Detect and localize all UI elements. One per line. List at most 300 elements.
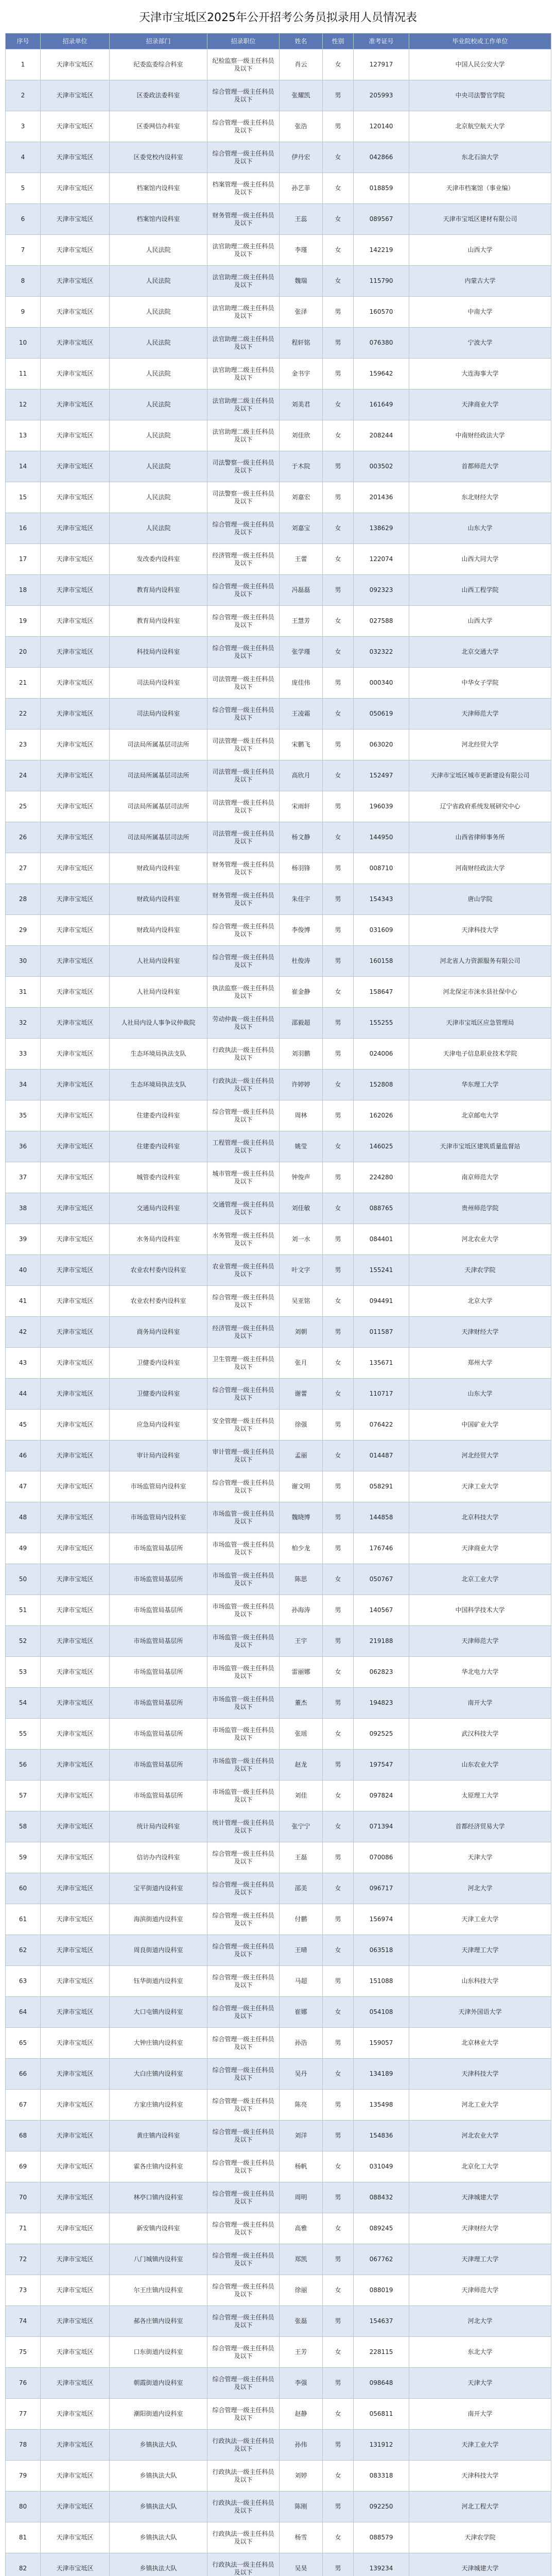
recruiting-department-cell: 人社局内设科室	[110, 977, 207, 1008]
row-number-cell: 50	[6, 1564, 41, 1595]
row-number-cell: 8	[6, 266, 41, 297]
school-or-employer-cell: 河北工业大学	[409, 2090, 551, 2121]
recruiting-unit-cell: 天津市宝坻区	[41, 2306, 110, 2337]
row-number-cell: 65	[6, 2028, 41, 2059]
candidate-name-cell: 刘佳	[280, 1781, 323, 1811]
recruiting-unit-cell: 天津市宝坻区	[41, 760, 110, 791]
recruiting-department-cell: 乡镇执法大队	[110, 2430, 207, 2461]
candidate-name-cell: 李强	[280, 2368, 323, 2399]
row-number-cell: 58	[6, 1811, 41, 1842]
school-or-employer-cell: 北京邮电大学	[409, 1100, 551, 1131]
recruiting-unit-cell: 天津市宝坻区	[41, 1781, 110, 1811]
school-or-employer-cell: 中南财经政法大学	[409, 420, 551, 451]
row-number-cell: 64	[6, 1997, 41, 2028]
gender-cell: 男	[323, 1471, 354, 1502]
table-row	[6, 1873, 551, 1904]
row-number-cell: 73	[6, 2275, 41, 2306]
recruiting-department-cell: 乡镇执法大队	[110, 2492, 207, 2522]
candidate-name-cell: 张浩	[280, 111, 323, 142]
recruiting-position-cell: 综合管理一级主任科员及以下	[207, 142, 280, 173]
gender-cell: 女	[323, 2399, 354, 2430]
ticket-number-cell: 161649	[354, 389, 409, 420]
candidate-name-cell: 刘佳欣	[280, 420, 323, 451]
row-number-cell: 32	[6, 1008, 41, 1039]
recruiting-department-cell: 人民法院	[110, 328, 207, 359]
table-row	[6, 204, 551, 235]
ticket-number-cell: 063020	[354, 730, 409, 760]
recruiting-department-cell: 人民法院	[110, 235, 207, 266]
column-header: 毕业院校或工作单位	[409, 33, 551, 49]
recruiting-unit-cell: 天津市宝坻区	[41, 2151, 110, 2182]
column-header: 姓名	[280, 33, 323, 49]
table-row	[6, 760, 551, 791]
school-or-employer-cell: 武汉科技大学	[409, 1719, 551, 1750]
candidate-name-cell: 叶文字	[280, 1255, 323, 1286]
row-number-cell: 11	[6, 359, 41, 389]
recruiting-department-cell: 纪委监委综合科室	[110, 49, 207, 80]
school-or-employer-cell: 天津农学院	[409, 2522, 551, 2553]
ticket-number-cell: 139234	[354, 2553, 409, 2576]
row-number-cell: 37	[6, 1162, 41, 1193]
recruiting-unit-cell: 天津市宝坻区	[41, 1131, 110, 1162]
candidate-name-cell: 付鹏	[280, 1904, 323, 1935]
ticket-number-cell: 134189	[354, 2059, 409, 2090]
candidate-name-cell: 孙艺菲	[280, 173, 323, 204]
recruiting-unit-cell: 天津市宝坻区	[41, 359, 110, 389]
table-row	[6, 297, 551, 328]
candidate-name-cell: 钟俊声	[280, 1162, 323, 1193]
recruiting-position-cell: 市场监管一级主任科员及以下	[207, 1502, 280, 1533]
recruiting-department-cell: 档案馆内设科室	[110, 173, 207, 204]
recruiting-department-cell: 人民法院	[110, 389, 207, 420]
table-row	[6, 1811, 551, 1842]
recruiting-position-cell: 执法监察一级主任科员及以下	[207, 977, 280, 1008]
gender-cell: 女	[323, 637, 354, 668]
recruiting-position-cell: 综合管理一级主任科员及以下	[207, 699, 280, 730]
gender-cell: 男	[323, 359, 354, 389]
recruiting-position-cell: 综合管理一级主任科员及以下	[207, 2059, 280, 2090]
candidate-name-cell: 杨文静	[280, 822, 323, 853]
school-or-employer-cell: 山东农业大学	[409, 1750, 551, 1781]
recruiting-position-cell: 综合管理一级主任科员及以下	[207, 2306, 280, 2337]
gender-cell: 男	[323, 946, 354, 977]
gender-cell: 女	[323, 1719, 354, 1750]
recruiting-department-cell: 司法局所属基层司法所	[110, 760, 207, 791]
recruiting-unit-cell: 天津市宝坻区	[41, 853, 110, 884]
recruiting-department-cell: 市场监管局基层所	[110, 1626, 207, 1657]
school-or-employer-cell: 山西工程学院	[409, 575, 551, 606]
recruiting-department-cell: 档案馆内设科室	[110, 204, 207, 235]
row-number-cell: 19	[6, 606, 41, 637]
recruiting-department-cell: 市场监管局基层所	[110, 1533, 207, 1564]
recruiting-unit-cell: 天津市宝坻区	[41, 1008, 110, 1039]
candidate-name-cell: 刘一水	[280, 1224, 323, 1255]
ticket-number-cell: 122074	[354, 544, 409, 575]
gender-cell: 女	[323, 1440, 354, 1471]
row-number-cell: 57	[6, 1781, 41, 1811]
ticket-number-cell: 092250	[354, 2492, 409, 2522]
recruiting-position-cell: 法官助理二级主任科员及以下	[207, 389, 280, 420]
recruiting-unit-cell: 天津市宝坻区	[41, 1348, 110, 1379]
candidate-name-cell: 谢蕾	[280, 1379, 323, 1410]
recruiting-unit-cell: 天津市宝坻区	[41, 2121, 110, 2151]
ticket-number-cell: 031609	[354, 915, 409, 946]
school-or-employer-cell: 天津外国语大学	[409, 1997, 551, 2028]
table-row	[6, 2028, 551, 2059]
recruiting-department-cell: 人民法院	[110, 297, 207, 328]
recruiting-position-cell: 纪检监察一级主任科员及以下	[207, 49, 280, 80]
row-number-cell: 33	[6, 1039, 41, 1070]
table-header-row	[6, 33, 551, 49]
school-or-employer-cell: 辽宁省政府系统发展研究中心	[409, 791, 551, 822]
table-row	[6, 359, 551, 389]
recruiting-unit-cell: 天津市宝坻区	[41, 111, 110, 142]
ticket-number-cell: 155255	[354, 1008, 409, 1039]
school-or-employer-cell: 天津科技大学	[409, 2461, 551, 2492]
table-row	[6, 2182, 551, 2213]
gender-cell: 男	[323, 111, 354, 142]
row-number-cell: 82	[6, 2553, 41, 2576]
candidate-name-cell: 王蕊	[280, 204, 323, 235]
row-number-cell: 27	[6, 853, 41, 884]
candidate-name-cell: 邵美	[280, 1873, 323, 1904]
gender-cell: 女	[323, 2275, 354, 2306]
gender-cell: 男	[323, 1162, 354, 1193]
ticket-number-cell: 088579	[354, 2522, 409, 2553]
row-number-cell: 26	[6, 822, 41, 853]
school-or-employer-cell: 河北农业大学	[409, 1224, 551, 1255]
gender-cell: 男	[323, 575, 354, 606]
row-number-cell: 22	[6, 699, 41, 730]
recruiting-position-cell: 行政执法一级主任科员及以下	[207, 2522, 280, 2553]
row-number-cell: 15	[6, 482, 41, 513]
school-or-employer-cell: 山西大同大学	[409, 544, 551, 575]
recruiting-unit-cell: 天津市宝坻区	[41, 2090, 110, 2121]
recruiting-position-cell: 法官助理二级主任科员及以下	[207, 266, 280, 297]
table-row	[6, 2492, 551, 2522]
gender-cell: 男	[323, 1039, 354, 1070]
school-or-employer-cell: 北京科技大学	[409, 1502, 551, 1533]
school-or-employer-cell: 天津城建大学	[409, 2553, 551, 2576]
gender-cell: 男	[323, 1008, 354, 1039]
recruiting-department-cell: 交通局内设科室	[110, 1193, 207, 1224]
row-number-cell: 52	[6, 1626, 41, 1657]
recruiting-position-cell: 工程管理一级主任科员及以下	[207, 1131, 280, 1162]
candidate-name-cell: 谢文明	[280, 1471, 323, 1502]
gender-cell: 男	[323, 482, 354, 513]
table-row	[6, 853, 551, 884]
table-row	[6, 1935, 551, 1966]
school-or-employer-cell: 天津财经大学	[409, 2213, 551, 2244]
recruiting-position-cell: 水务管理一级主任科员及以下	[207, 1224, 280, 1255]
row-number-cell: 2	[6, 80, 41, 111]
row-number-cell: 28	[6, 884, 41, 915]
recruiting-department-cell: 乡镇执法大队	[110, 2461, 207, 2492]
gender-cell: 女	[323, 1348, 354, 1379]
table-row	[6, 544, 551, 575]
candidate-name-cell: 杨羽锋	[280, 853, 323, 884]
table-row	[6, 2553, 551, 2576]
gender-cell: 男	[323, 2430, 354, 2461]
row-number-cell: 47	[6, 1471, 41, 1502]
school-or-employer-cell: 山东大学	[409, 1379, 551, 1410]
candidate-name-cell: 徐强	[280, 1410, 323, 1440]
row-number-cell: 55	[6, 1719, 41, 1750]
candidate-name-cell: 许婷婷	[280, 1070, 323, 1100]
candidate-name-cell: 徐丽	[280, 2275, 323, 2306]
gender-cell: 女	[323, 2151, 354, 2182]
recruiting-department-cell: 财政局内设科室	[110, 884, 207, 915]
ticket-number-cell: 092323	[354, 575, 409, 606]
row-number-cell: 75	[6, 2337, 41, 2368]
candidate-name-cell: 马超	[280, 1966, 323, 1997]
ticket-number-cell: 027588	[354, 606, 409, 637]
gender-cell: 女	[323, 173, 354, 204]
recruiting-unit-cell: 天津市宝坻区	[41, 1286, 110, 1317]
candidate-name-cell: 宋雨轩	[280, 791, 323, 822]
candidate-name-cell: 孙伟	[280, 2430, 323, 2461]
candidate-name-cell: 刘美君	[280, 389, 323, 420]
recruiting-unit-cell: 天津市宝坻区	[41, 266, 110, 297]
recruiting-unit-cell: 天津市宝坻区	[41, 1224, 110, 1255]
candidate-name-cell: 刘羽鹏	[280, 1039, 323, 1070]
gender-cell: 男	[323, 2028, 354, 2059]
recruiting-unit-cell: 天津市宝坻区	[41, 2461, 110, 2492]
candidate-name-cell: 高雅	[280, 2213, 323, 2244]
school-or-employer-cell: 北京工业大学	[409, 1564, 551, 1595]
recruiting-position-cell: 综合管理一级主任科员及以下	[207, 2275, 280, 2306]
gender-cell: 男	[323, 1904, 354, 1935]
school-or-employer-cell: 天津工业大学	[409, 1904, 551, 1935]
gender-cell: 男	[323, 1842, 354, 1873]
school-or-employer-cell: 东北石油大学	[409, 142, 551, 173]
candidate-name-cell: 张学瑾	[280, 637, 323, 668]
candidate-name-cell: 高欣月	[280, 760, 323, 791]
recruiting-position-cell: 综合管理一级主任科员及以下	[207, 1997, 280, 2028]
candidate-name-cell: 刘嘉宝	[280, 513, 323, 544]
table-row	[6, 637, 551, 668]
school-or-employer-cell: 北京化工大学	[409, 2151, 551, 2182]
gender-cell: 女	[323, 1193, 354, 1224]
school-or-employer-cell: 河北经贸大学	[409, 730, 551, 760]
recruiting-unit-cell: 天津市宝坻区	[41, 80, 110, 111]
row-number-cell: 41	[6, 1286, 41, 1317]
candidate-name-cell: 杨帆	[280, 2151, 323, 2182]
candidate-name-cell: 刘佳敏	[280, 1193, 323, 1224]
table-row	[6, 1039, 551, 1070]
recruiting-position-cell: 综合管理一级主任科员及以下	[207, 2121, 280, 2151]
row-number-cell: 29	[6, 915, 41, 946]
school-or-employer-cell: 中国人民公安大学	[409, 49, 551, 80]
recruiting-unit-cell: 天津市宝坻区	[41, 173, 110, 204]
recruiting-unit-cell: 天津市宝坻区	[41, 235, 110, 266]
recruiting-department-cell: 司法局所属基层司法所	[110, 822, 207, 853]
ticket-number-cell: 154343	[354, 884, 409, 915]
school-or-employer-cell: 天津理工大学	[409, 1935, 551, 1966]
school-or-employer-cell: 天津师范大学	[409, 2275, 551, 2306]
gender-cell: 女	[323, 1997, 354, 2028]
school-or-employer-cell: 唐山学院	[409, 884, 551, 915]
row-number-cell: 71	[6, 2213, 41, 2244]
recruiting-department-cell: 八门城镇内设科室	[110, 2244, 207, 2275]
candidate-name-cell: 冯磊磊	[280, 575, 323, 606]
school-or-employer-cell: 天津市宝坻区城市更新建设有限公司	[409, 760, 551, 791]
school-or-employer-cell: 河北大学	[409, 2306, 551, 2337]
candidate-name-cell: 张泽	[280, 297, 323, 328]
candidate-name-cell: 王磊	[280, 1842, 323, 1873]
recruiting-department-cell: 卫健委内设科室	[110, 1379, 207, 1410]
gender-cell: 男	[323, 328, 354, 359]
recruiting-department-cell: 区委党校内设科室	[110, 142, 207, 173]
recruiting-department-cell: 司法局所属基层司法所	[110, 791, 207, 822]
recruiting-position-cell: 行政执法一级主任科员及以下	[207, 1039, 280, 1070]
candidate-name-cell: 张宁宁	[280, 1811, 323, 1842]
gender-cell: 男	[323, 1502, 354, 1533]
recruiting-position-cell: 综合管理一级主任科员及以下	[207, 111, 280, 142]
recruiting-unit-cell: 天津市宝坻区	[41, 575, 110, 606]
column-header: 准考证号	[354, 33, 409, 49]
candidate-name-cell: 王宇	[280, 1626, 323, 1657]
ticket-number-cell: 000340	[354, 668, 409, 699]
school-or-employer-cell: 华东理工大学	[409, 1070, 551, 1100]
recruiting-department-cell: 尔王庄镇内设科室	[110, 2275, 207, 2306]
candidate-name-cell: 吴丹	[280, 2059, 323, 2090]
recruiting-unit-cell: 天津市宝坻区	[41, 1904, 110, 1935]
row-number-cell: 56	[6, 1750, 41, 1781]
recruiting-position-cell: 行政执法一级主任科员及以下	[207, 1070, 280, 1100]
recruiting-position-cell: 综合管理一级主任科员及以下	[207, 513, 280, 544]
ticket-number-cell: 011587	[354, 1317, 409, 1348]
row-number-cell: 31	[6, 977, 41, 1008]
recruiting-unit-cell: 天津市宝坻区	[41, 2213, 110, 2244]
gender-cell: 女	[323, 2461, 354, 2492]
row-number-cell: 68	[6, 2121, 41, 2151]
gender-cell: 男	[323, 884, 354, 915]
recruiting-department-cell: 口东街道内设科室	[110, 2337, 207, 2368]
ticket-number-cell: 083318	[354, 2461, 409, 2492]
candidate-name-cell: 董杰	[280, 1688, 323, 1719]
gender-cell: 女	[323, 420, 354, 451]
recruiting-department-cell: 教育局内设科室	[110, 606, 207, 637]
recruiting-department-cell: 科技局内设科室	[110, 637, 207, 668]
school-or-employer-cell: 东北大学	[409, 2337, 551, 2368]
row-number-cell: 38	[6, 1193, 41, 1224]
school-or-employer-cell: 河北工程大学	[409, 2492, 551, 2522]
table-row	[6, 2368, 551, 2399]
candidate-name-cell: 庞佳伟	[280, 668, 323, 699]
row-number-cell: 6	[6, 204, 41, 235]
recruiting-unit-cell: 天津市宝坻区	[41, 1317, 110, 1348]
recruiting-department-cell: 市场监管局基层所	[110, 1564, 207, 1595]
school-or-employer-cell: 大连海事大学	[409, 359, 551, 389]
school-or-employer-cell: 中国科学技术大学	[409, 1595, 551, 1626]
recruiting-department-cell: 黄庄镇内设科室	[110, 2121, 207, 2151]
gender-cell: 女	[323, 2522, 354, 2553]
gender-cell: 男	[323, 915, 354, 946]
table-row	[6, 2059, 551, 2090]
candidate-name-cell: 刘嘉宏	[280, 482, 323, 513]
row-number-cell: 63	[6, 1966, 41, 1997]
row-number-cell: 12	[6, 389, 41, 420]
recruiting-position-cell: 综合管理一级主任科员及以下	[207, 2368, 280, 2399]
ticket-number-cell: 152497	[354, 760, 409, 791]
ticket-number-cell: 070086	[354, 1842, 409, 1873]
candidate-name-cell: 宋鹏飞	[280, 730, 323, 760]
gender-cell: 男	[323, 2553, 354, 2576]
row-number-cell: 5	[6, 173, 41, 204]
recruiting-department-cell: 大钟庄镇内设科室	[110, 2028, 207, 2059]
table-row	[6, 1131, 551, 1162]
table-row	[6, 482, 551, 513]
school-or-employer-cell: 天津工业大学	[409, 1471, 551, 1502]
school-or-employer-cell: 南开大学	[409, 2399, 551, 2430]
candidate-name-cell: 姚莹	[280, 1131, 323, 1162]
table-row	[6, 2461, 551, 2492]
school-or-employer-cell: 首都经济贸易大学	[409, 1811, 551, 1842]
gender-cell: 女	[323, 1131, 354, 1162]
table-row	[6, 1750, 551, 1781]
gender-cell: 男	[323, 1410, 354, 1440]
recruiting-unit-cell: 天津市宝坻区	[41, 328, 110, 359]
candidate-name-cell: 郑凯	[280, 2244, 323, 2275]
row-number-cell: 54	[6, 1688, 41, 1719]
recruiting-unit-cell: 天津市宝坻区	[41, 1379, 110, 1410]
row-number-cell: 17	[6, 544, 41, 575]
gender-cell: 女	[323, 142, 354, 173]
recruiting-position-cell: 财务管理一级主任科员及以下	[207, 884, 280, 915]
ticket-number-cell: 115790	[354, 266, 409, 297]
table-row	[6, 1533, 551, 1564]
gender-cell: 男	[323, 2306, 354, 2337]
table-row	[6, 1410, 551, 1440]
school-or-employer-cell: 首都师范大学	[409, 451, 551, 482]
recruiting-unit-cell: 天津市宝坻区	[41, 2244, 110, 2275]
gender-cell: 男	[323, 80, 354, 111]
school-or-employer-cell: 南京师范大学	[409, 1162, 551, 1193]
recruiting-unit-cell: 天津市宝坻区	[41, 2399, 110, 2430]
recruiting-department-cell: 潮阳街道内设科室	[110, 2399, 207, 2430]
ticket-number-cell: 071394	[354, 1811, 409, 1842]
table-row	[6, 2337, 551, 2368]
school-or-employer-cell: 天津工业大学	[409, 2430, 551, 2461]
row-number-cell: 14	[6, 451, 41, 482]
row-number-cell: 53	[6, 1657, 41, 1688]
gender-cell: 女	[323, 235, 354, 266]
ticket-number-cell: 159057	[354, 2028, 409, 2059]
school-or-employer-cell: 天津商业大学	[409, 389, 551, 420]
gender-cell: 女	[323, 1657, 354, 1688]
school-or-employer-cell: 山西省律师事务所	[409, 822, 551, 853]
gender-cell: 男	[323, 2492, 354, 2522]
recruiting-department-cell: 人民法院	[110, 266, 207, 297]
recruiting-department-cell: 人民法院	[110, 451, 207, 482]
row-number-cell: 35	[6, 1100, 41, 1131]
table-row	[6, 80, 551, 111]
table-row	[6, 513, 551, 544]
recruiting-department-cell: 海滨街道内设科室	[110, 1904, 207, 1935]
recruiting-position-cell: 市场监管一级主任科员及以下	[207, 1688, 280, 1719]
recruiting-unit-cell: 天津市宝坻区	[41, 2182, 110, 2213]
candidate-name-cell: 周明	[280, 2182, 323, 2213]
recruiting-department-cell: 区委政法委科室	[110, 80, 207, 111]
recruiting-unit-cell: 天津市宝坻区	[41, 1564, 110, 1595]
table-row	[6, 266, 551, 297]
recruiting-unit-cell: 天津市宝坻区	[41, 637, 110, 668]
recruiting-department-cell: 发改委内设科室	[110, 544, 207, 575]
table-row	[6, 1595, 551, 1626]
recruiting-position-cell: 行政执法一级主任科员及以下	[207, 2430, 280, 2461]
school-or-employer-cell: 天津大学	[409, 1842, 551, 1873]
